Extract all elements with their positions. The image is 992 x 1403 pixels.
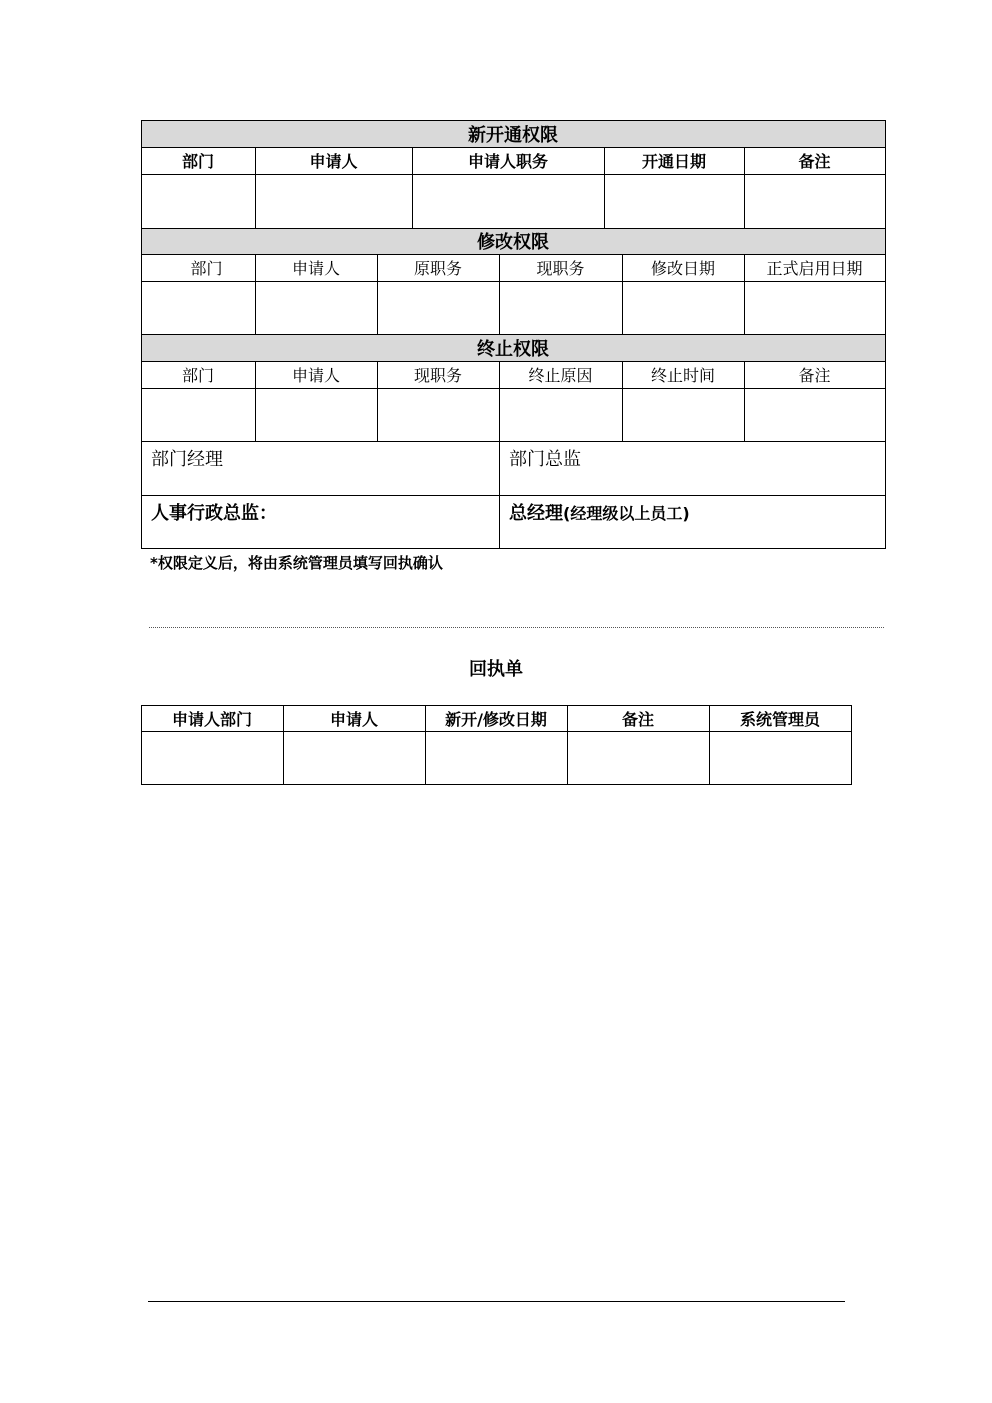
header-official-start-date: 正式启用日期: [766, 259, 863, 278]
header-department: 部门: [181, 366, 214, 385]
section-title-terminate: 终止权限: [141, 334, 885, 361]
receipt-header-applicant: 申请人: [329, 709, 378, 729]
signature-dept-manager[interactable]: [142, 442, 499, 495]
receipt-input-applicant[interactable]: [284, 732, 425, 784]
header-applicant: 申请人: [291, 366, 340, 385]
general-manager-title: 总经理: [509, 503, 563, 524]
header-current-position: 现职务: [536, 259, 585, 278]
input-terminate-time[interactable]: [623, 389, 744, 441]
header-termination-reason: 终止原因: [528, 366, 593, 385]
input-terminate-position[interactable]: [378, 389, 499, 441]
section-title-new: 新开通权限: [141, 121, 885, 147]
header-department: 部门: [181, 152, 214, 171]
input-terminate-remarks[interactable]: [745, 389, 885, 441]
receipt-header-applicant-dept: 申请人部门: [171, 709, 252, 729]
hr-admin-director-label: 人事行政总监：: [151, 503, 277, 524]
header-applicant: 申请人: [291, 259, 340, 278]
general-manager-label: [509, 499, 690, 525]
input-modify-department[interactable]: [142, 282, 255, 334]
dept-manager-label: 部门经理: [151, 449, 223, 470]
footer-rule: [148, 1301, 845, 1302]
header-open-date: 开通日期: [641, 152, 706, 171]
signature-dept-director[interactable]: [500, 442, 885, 495]
input-terminate-reason[interactable]: [500, 389, 622, 441]
input-terminate-applicant[interactable]: [256, 389, 377, 441]
header-remarks: 备注: [798, 366, 831, 385]
header-remarks: 备注: [798, 152, 831, 171]
header-current-position: 现职务: [413, 366, 462, 385]
input-new-department[interactable]: [142, 175, 255, 228]
header-applicant-position: 申请人职务: [467, 152, 548, 171]
header-original-position: 原职务: [413, 259, 462, 278]
header-modify-date: 修改日期: [650, 259, 715, 278]
input-new-applicant[interactable]: [256, 175, 412, 228]
input-new-position[interactable]: [413, 175, 604, 228]
input-new-open-date[interactable]: [605, 175, 744, 228]
receipt-input-date[interactable]: [426, 732, 567, 784]
receipt-header-remarks: 备注: [621, 709, 654, 729]
general-manager-note: (经理级以上员工): [563, 504, 690, 523]
signature-hr-admin-director[interactable]: [142, 496, 499, 548]
receipt-input-remarks[interactable]: [568, 732, 709, 784]
dept-director-label: 部门总监: [509, 449, 581, 470]
receipt-input-applicant-dept[interactable]: [142, 732, 283, 784]
input-modify-date[interactable]: [623, 282, 744, 334]
receipt-title: 回执单: [469, 659, 523, 680]
input-modify-start-date[interactable]: [745, 282, 885, 334]
header-termination-time: 终止时间: [650, 366, 715, 385]
header-department: 部门: [190, 259, 223, 278]
input-modify-current-position[interactable]: [500, 282, 622, 334]
input-terminate-department[interactable]: [142, 389, 255, 441]
input-new-remarks[interactable]: [745, 175, 885, 228]
receipt-header-sysadmin: 系统管理员: [739, 709, 820, 729]
input-modify-original-position[interactable]: [378, 282, 499, 334]
dotted-cut-line: [149, 627, 884, 628]
header-applicant: 申请人: [309, 152, 358, 171]
signature-general-manager[interactable]: [500, 496, 885, 548]
input-modify-applicant[interactable]: [256, 282, 377, 334]
section-title-modify: 修改权限: [141, 228, 885, 254]
receipt-input-sysadmin[interactable]: [710, 732, 851, 784]
confirmation-note: *权限定义后，将由系统管理员填写回执确认: [150, 554, 443, 572]
receipt-header-date: 新开/修改日期: [445, 709, 547, 729]
